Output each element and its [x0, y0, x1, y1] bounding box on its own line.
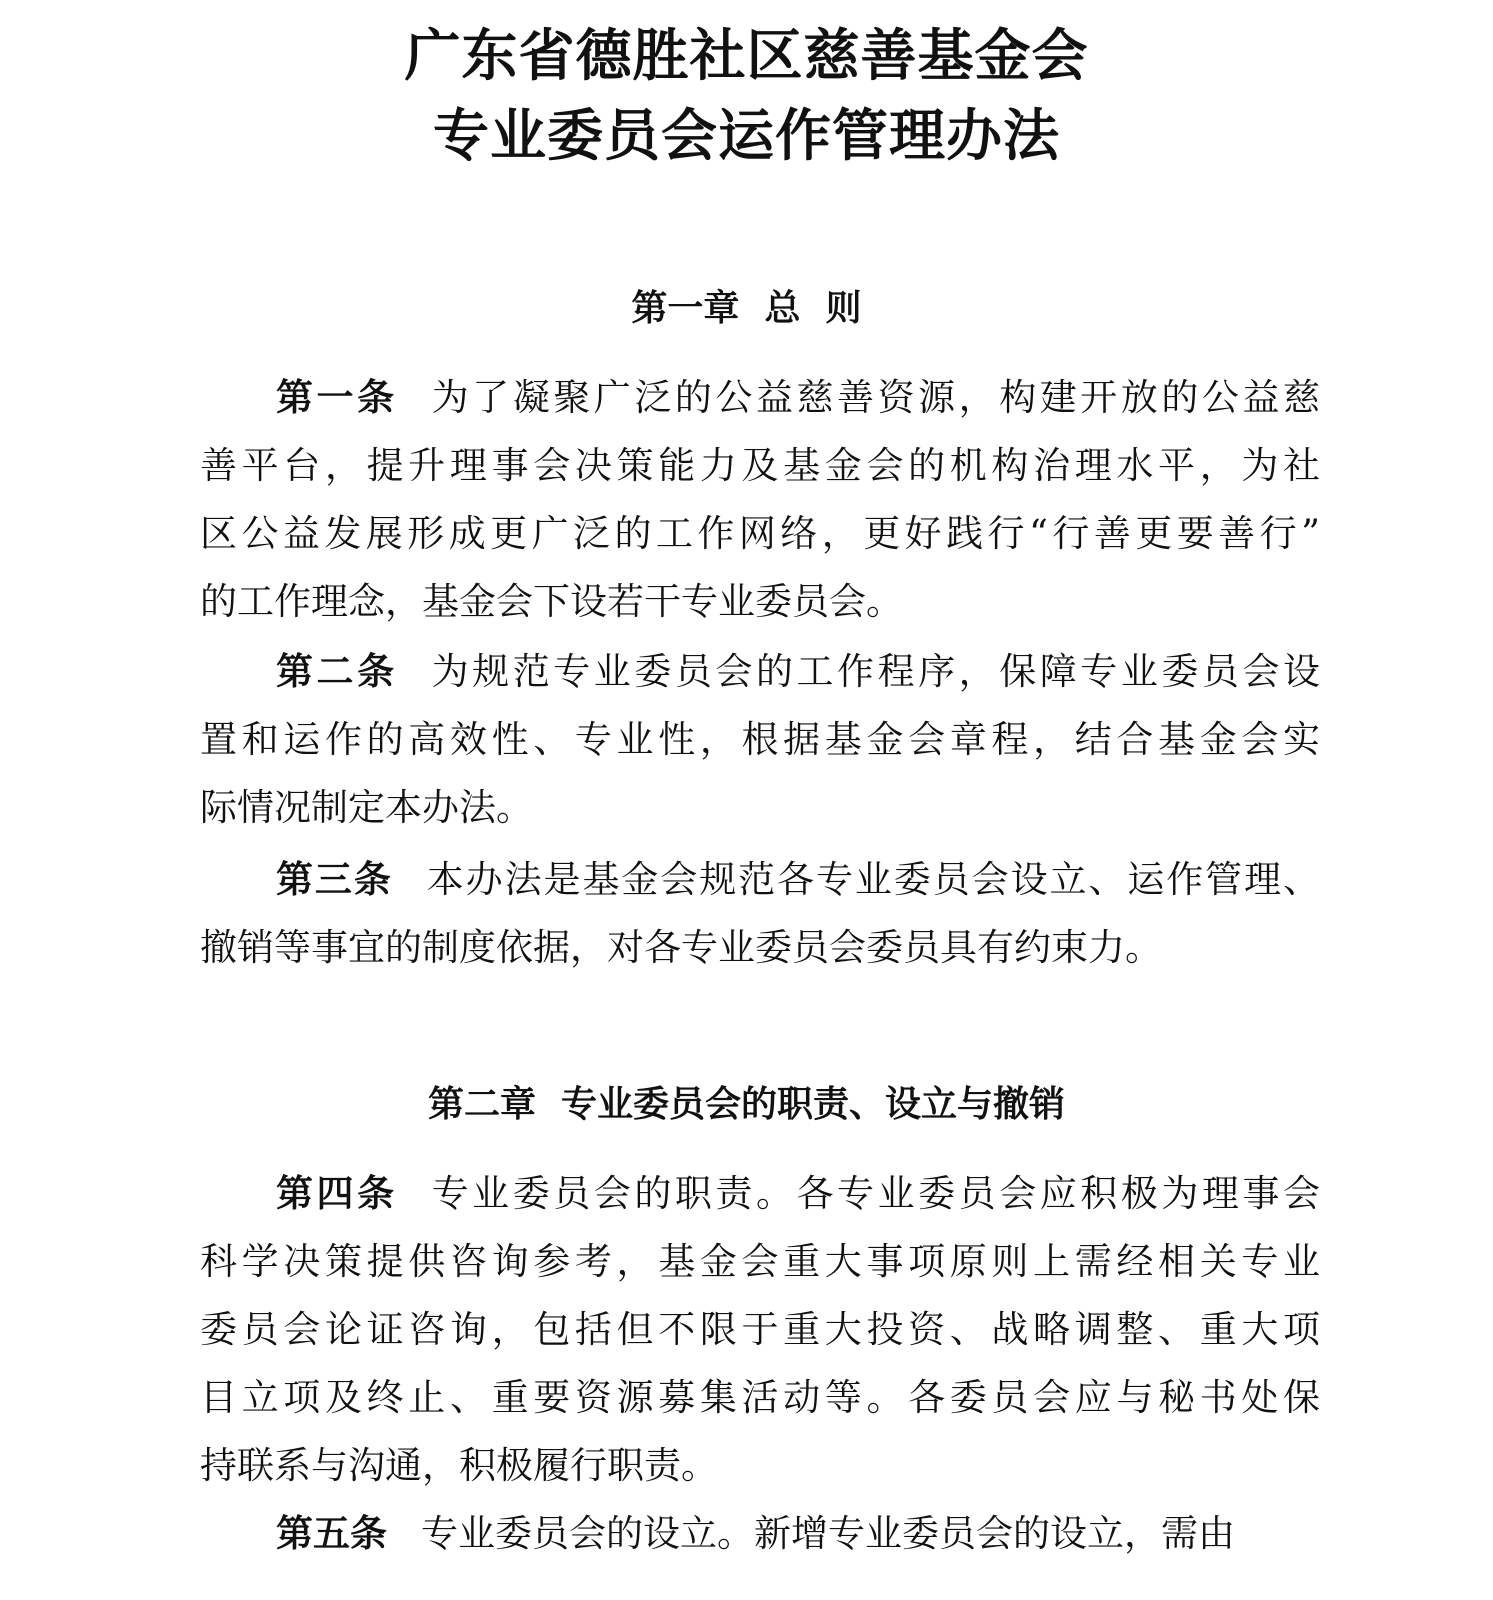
article-line: 际情况制定本办法。: [200, 786, 533, 829]
article-3: [200, 846, 1320, 982]
article-line: 善平台，提升理事会决策能力及基金会的机构治理水平，为社: [200, 444, 1320, 487]
article-line: [200, 1160, 1320, 1228]
article-text: 专业委员会的职责。各专业委员会应积极为理事会: [431, 1172, 1320, 1215]
chapter-2-heading: 第二章 专业委员会的职责、设立与撤销: [427, 1084, 1066, 1125]
article-line: [200, 846, 1320, 914]
document-title-line-1: 广东省德胜社区慈善基金会: [404, 24, 1089, 89]
article-text: 专业委员会的设立。新增专业委员会的设立，需由: [421, 1512, 1235, 1555]
article-line: [200, 638, 1320, 706]
article-line: 区公益发展形成更广泛的工作网络，更好践行“行善更要善行”: [200, 512, 1320, 555]
article-text: 本办法是基金会规范各专业委员会设立、运作管理、: [426, 858, 1321, 901]
article-label: 第三条: [276, 858, 393, 901]
document-title-line-2: 专业委员会运作管理办法: [433, 104, 1060, 169]
article-line: 持联系与沟通，积极履行职责。: [200, 1444, 718, 1487]
chapter-1-heading: 第一章 总 则: [631, 288, 862, 329]
article-2: [200, 638, 1320, 842]
article-label: 第四条: [276, 1172, 398, 1215]
article-1: [200, 364, 1320, 636]
article-line: [200, 364, 1320, 432]
article-text: 为规范专业委员会的工作程序，保障专业委员会设: [431, 650, 1320, 693]
article-label: 第一条: [276, 376, 398, 419]
article-text: 为了凝聚广泛的公益慈善资源，构建开放的公益慈: [431, 376, 1320, 419]
article-label: 第五条: [276, 1512, 387, 1555]
article-line: 目立项及终止、重要资源募集活动等。各委员会应与秘书处保: [200, 1376, 1320, 1419]
article-5: [200, 1500, 1320, 1568]
article-line: 科学决策提供咨询参考，基金会重大事项原则上需经相关专业: [200, 1240, 1320, 1283]
article-line: 委员会论证咨询，包括但不限于重大投资、战略调整、重大项: [200, 1308, 1320, 1351]
article-line: 撤销等事宜的制度依据，对各专业委员会委员具有约束力。: [200, 926, 1162, 969]
article-4: [200, 1160, 1320, 1500]
article-line: [200, 1500, 1320, 1568]
article-label: 第二条: [276, 650, 398, 693]
article-line: 置和运作的高效性、专业性，根据基金会章程，结合基金会实: [200, 718, 1320, 761]
article-line: 的工作理念，基金会下设若干专业委员会。: [200, 580, 903, 623]
